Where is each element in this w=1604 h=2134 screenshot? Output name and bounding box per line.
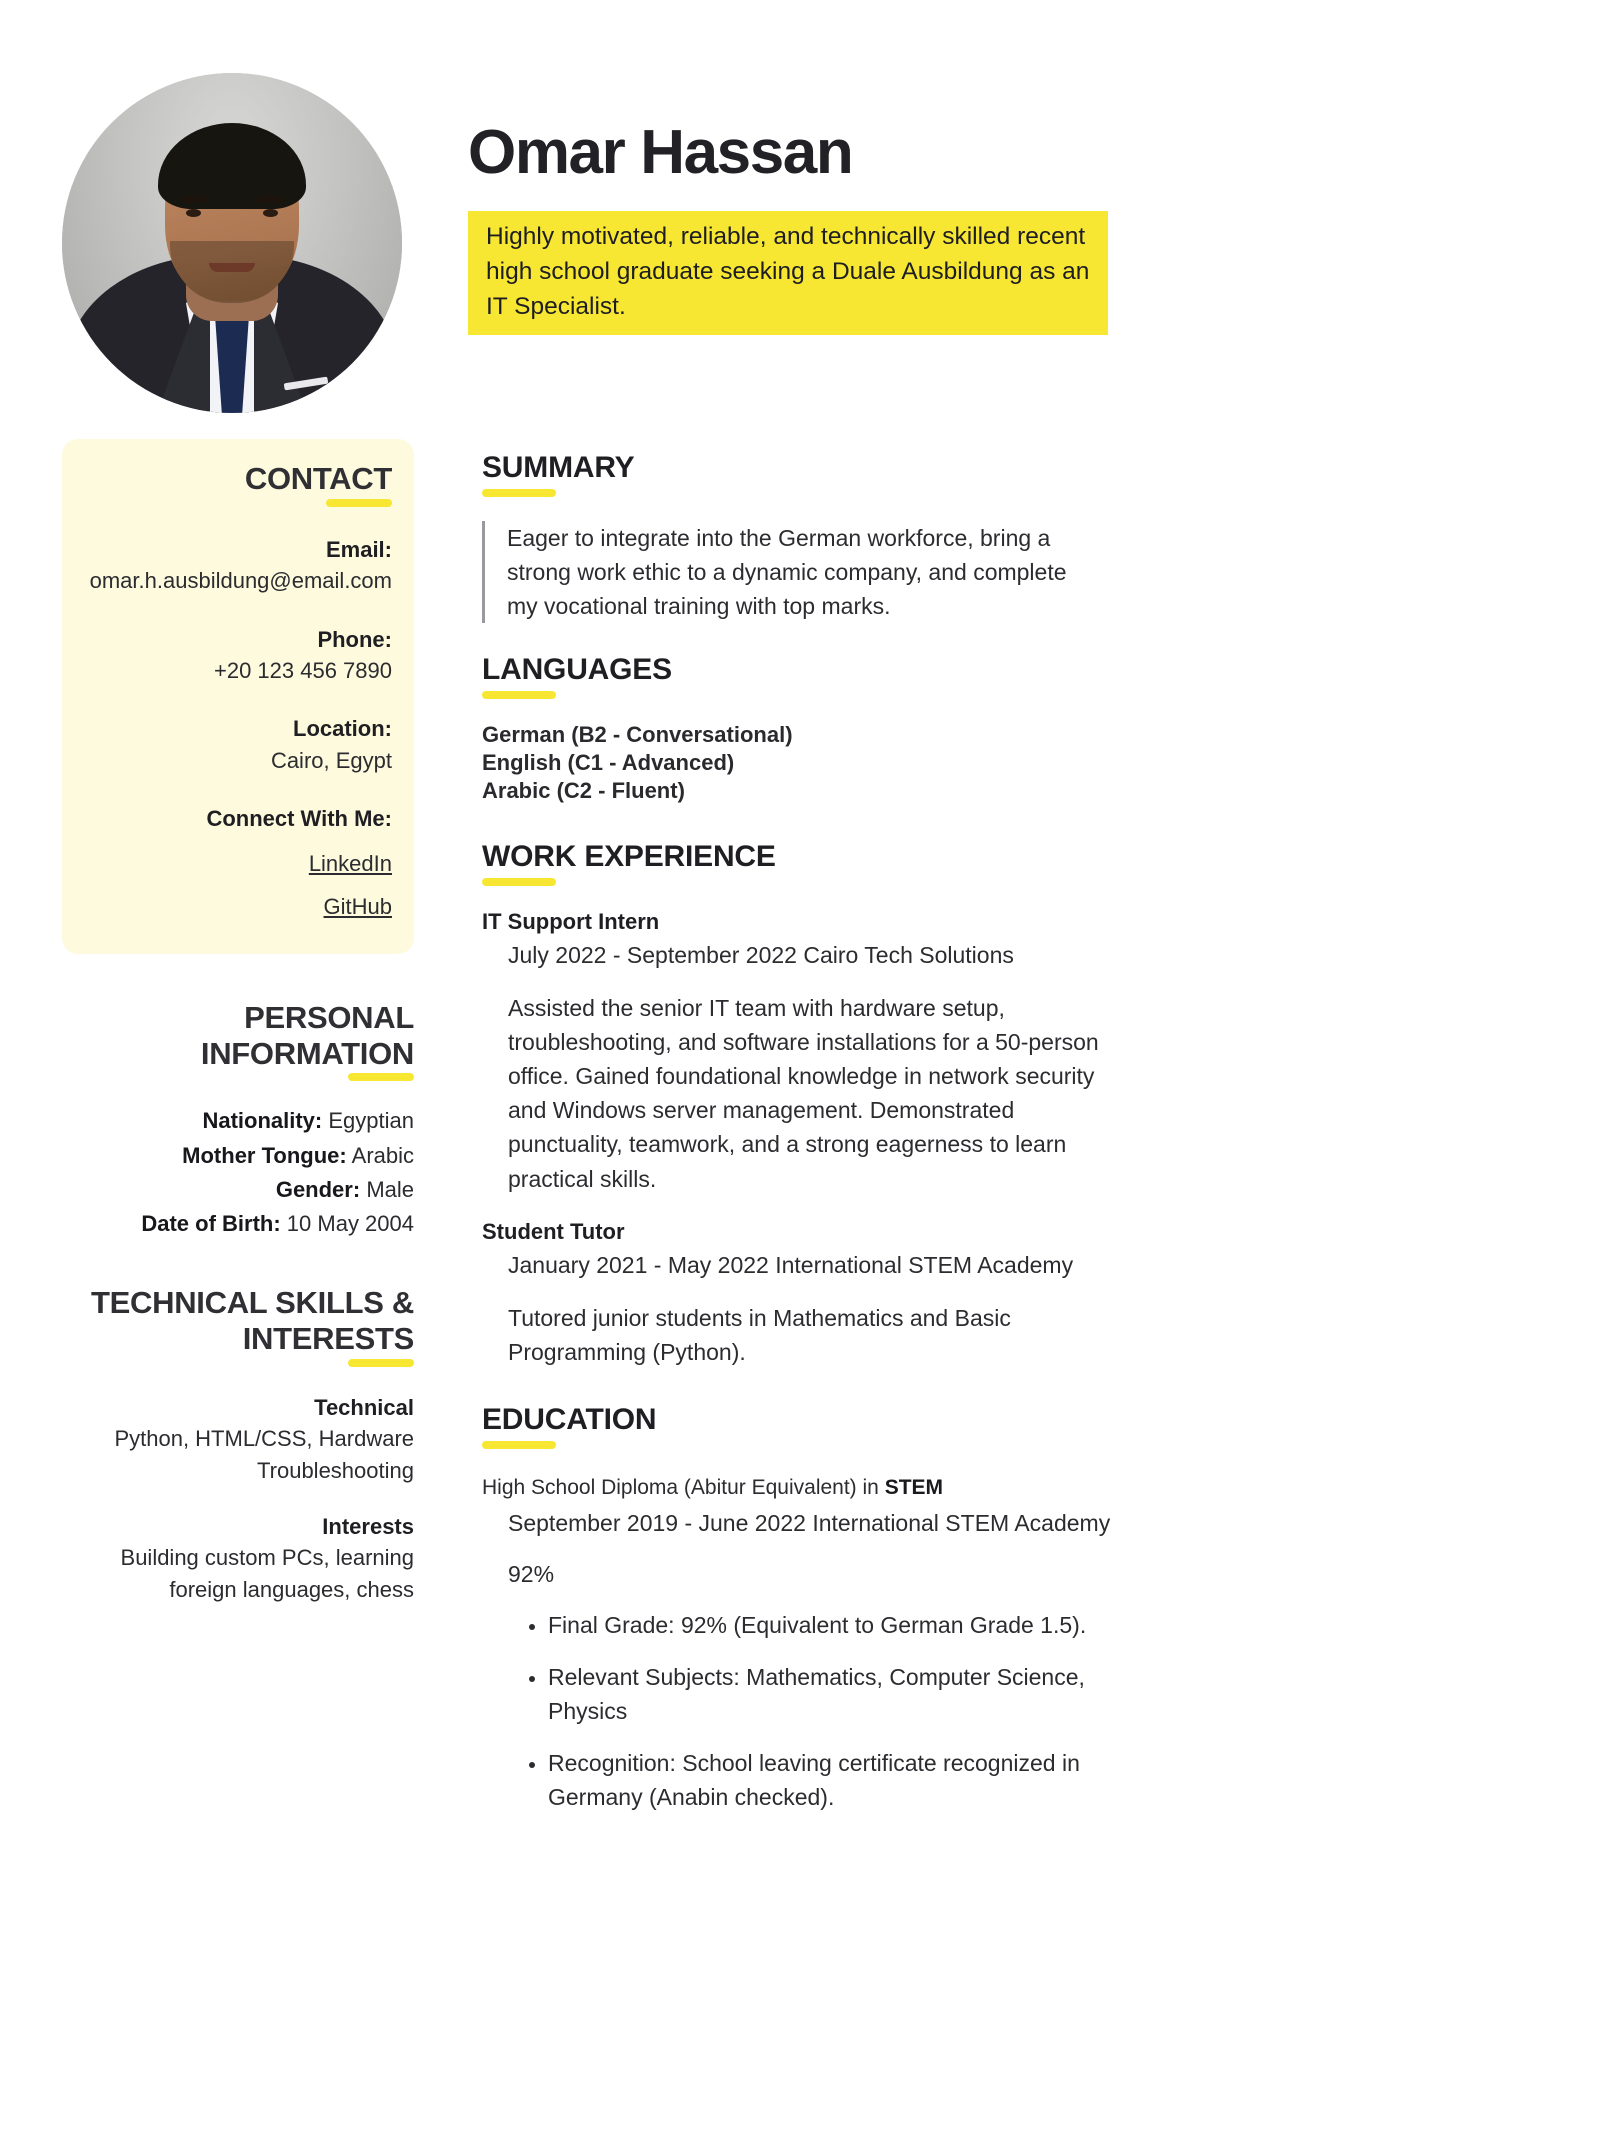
summary-section-title: SUMMARY (482, 451, 634, 497)
personal-info-row (62, 1208, 414, 1239)
github-link[interactable]: GitHub (323, 894, 392, 920)
education-bullets (482, 1608, 1542, 1814)
education-bullet: • Final Grade: 92% (Equivalent to German Grade 1.5). (548, 1608, 1148, 1642)
personal-information-title: PERSONAL INFORMATION (62, 1000, 414, 1081)
linkedin-link[interactable]: LinkedIn (308, 851, 392, 877)
phone-value[interactable]: +20 123 456 7890 (213, 658, 392, 684)
job-description: Assisted the senior IT team with hardware setup, troubleshooting, and software installations for a 50-person office. Gained foundational knowledge in network security and Windows server management. Demonstrated punctuality, teamwork, and a strong eagerness to learn practical skills. (508, 995, 1099, 1192)
avatar-eye-right (263, 209, 278, 217)
education-grade: 92% (508, 1560, 555, 1587)
phone-label: Phone: (317, 626, 392, 652)
job-role: IT Support Intern (482, 908, 660, 934)
work-experience-section-title: WORK EXPERIENCE (482, 840, 776, 886)
technical-skills-title: TECHNICAL SKILLS & INTERESTS (62, 1285, 414, 1366)
contact-section-title: CONTACT (245, 461, 392, 507)
job-entry (482, 1218, 1542, 1370)
languages-section (482, 653, 1542, 805)
work-experience-section (482, 840, 1542, 1370)
date-of-birth-label: Date of Birth: (141, 1211, 281, 1237)
personal-information-rows (62, 1105, 414, 1239)
sidebar (62, 439, 414, 1605)
degree-field: STEM (884, 1476, 944, 1500)
avatar-eye-left (186, 209, 201, 217)
education-bullet: • Recognition: School leaving certificate recognized in Germany (Anabin checked). (548, 1746, 1148, 1814)
job-description: Tutored junior students in Mathematics and Basic Programming (Python). (508, 1305, 1011, 1366)
job-role: Student Tutor (482, 1218, 625, 1244)
summary-section (482, 451, 1542, 623)
personal-information-section (62, 1000, 414, 1239)
avatar-mouth (209, 263, 255, 272)
connect-label: Connect With Me: (206, 806, 392, 832)
gender-value: Male (366, 1176, 414, 1202)
education-degree (482, 1473, 1542, 1502)
degree-prefix: High School Diploma (Abitur Equivalent) in (482, 1476, 885, 1500)
technical-skills-section (62, 1285, 414, 1605)
avatar-eyebrow-right (257, 196, 284, 203)
contact-card (62, 439, 414, 954)
avatar (62, 73, 402, 413)
personal-info-row (62, 1105, 414, 1136)
language-item: English (C1 - Advanced) (482, 750, 735, 776)
skills-group-body-interests: Building custom PCs, learning foreign languages, chess (120, 1545, 414, 1602)
date-of-birth-value: 10 May 2004 (286, 1211, 414, 1237)
languages-list (482, 721, 1542, 805)
personal-info-row (62, 1140, 414, 1171)
education-bullet: • Relevant Subjects: Mathematics, Computer Science, Physics (548, 1660, 1148, 1728)
skills-group-heading-technical: Technical (314, 1394, 414, 1420)
language-item: German (B2 - Conversational) (482, 722, 793, 748)
education-section-title: EDUCATION (482, 1403, 656, 1449)
job-meta: January 2021 - May 2022 International STEM Academy (508, 1252, 1074, 1279)
email-value[interactable]: omar.h.ausbildung@email.com (89, 568, 392, 594)
contact-connect (84, 804, 392, 920)
mother-tongue-value: Arabic (351, 1142, 414, 1168)
nationality-label: Nationality: (202, 1108, 323, 1134)
skills-group-body-technical: Python, HTML/CSS, Hardware Troubleshooting (114, 1426, 414, 1483)
education-meta: September 2019 - June 2022 International STEM Academy (508, 1509, 1111, 1536)
header-text-block (402, 68, 1542, 335)
skills-group-heading-interests: Interests (322, 1513, 414, 1539)
job-meta: July 2022 - September 2022 Cairo Tech Solutions (508, 942, 1014, 969)
mother-tongue-label: Mother Tongue: (182, 1142, 347, 1168)
candidate-name: Omar Hassan (468, 118, 853, 187)
language-item: Arabic (C2 - Fluent) (482, 778, 685, 804)
avatar-eyebrow-left (180, 196, 207, 203)
education-section (482, 1403, 1542, 1814)
languages-section-title: LANGUAGES (482, 653, 672, 699)
avatar-container (62, 68, 402, 413)
personal-info-row (62, 1174, 414, 1205)
contact-email (84, 535, 392, 597)
nationality-value: Egyptian (328, 1108, 414, 1134)
email-label: Email: (325, 536, 392, 562)
location-label: Location: (293, 716, 392, 742)
resume-body (0, 413, 1604, 1848)
contact-phone (84, 625, 392, 687)
resume-header (0, 0, 1604, 413)
gender-label: Gender: (275, 1176, 361, 1202)
headline-tagline: Highly motivated, reliable, and technically skilled recent high school graduate seeking a Duale Ausbildung as an IT Specialist. (468, 211, 1108, 335)
contact-location (84, 714, 392, 776)
main-content (414, 439, 1542, 1848)
job-entry (482, 908, 1542, 1196)
summary-text: Eager to integrate into the German workforce, bring a strong work ethic to a dynamic company, and complete my vocational training with top marks. (482, 521, 1102, 623)
location-value: Cairo, Egypt (270, 748, 392, 774)
